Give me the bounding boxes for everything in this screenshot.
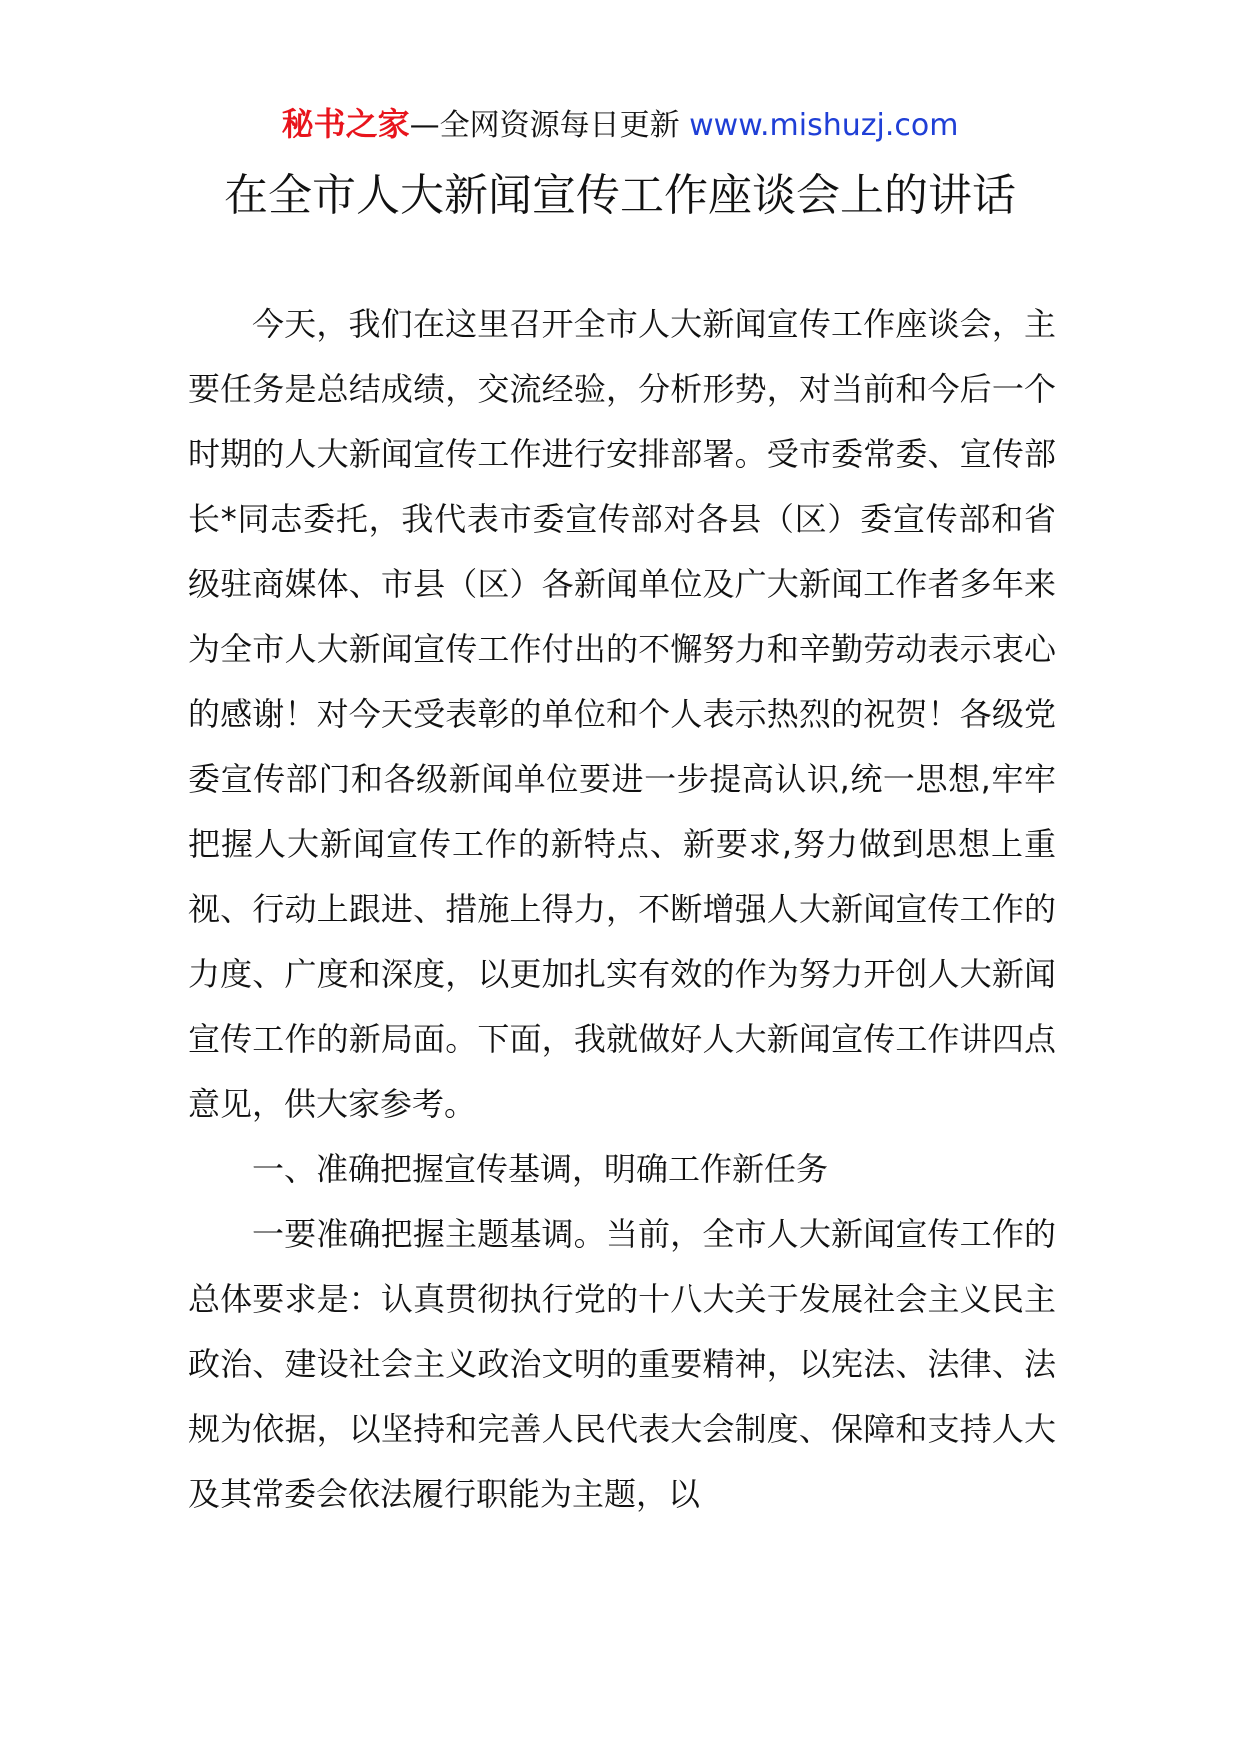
site-header bbox=[0, 102, 1240, 148]
document-body bbox=[188, 292, 1056, 1527]
site-url[interactable]: www.mishuzj.com bbox=[689, 108, 959, 143]
site-brand: 秘书之家 bbox=[281, 105, 410, 143]
paragraph-section-1: 一要准确把握主题基调。当前，全市人大新闻宣传工作的总体要求是：认真贯彻执行党的十八大关于发展社会主义民主政治、建设社会主义政治文明的重要精神，以宪法、法律、法规为依据，以坚持和完善人民代表大会制度、保障和支持人大及其常委会依法履行职能为主题，以 bbox=[188, 1215, 1056, 1513]
site-tagline: —全网资源每日更新 bbox=[409, 108, 690, 143]
paragraph-intro: 今天，我们在这里召开全市人大新闻宣传工作座谈会，主要任务是总结成绩，交流经验，分析形势，对当前和今后一个时期的人大新闻宣传工作进行安排部署。受市委常委、宣传部长*同志委托，我代表市委宣传部对各县（区）委宣传部和省级驻商媒体、市县（区）各新闻单位及广大新闻工作者多年来为全市人大新闻宣传工作付出的不懈努力和辛勤劳动表示衷心的感谢！对今天受表彰的单位和个人表示热烈的祝贺！各级党委宣传部门和各级新闻单位要进一步提高认识,统一思想,牢牢把握人大新闻宣传工作的新特点、新要求,努力做到思想上重视、行动上跟进、措施上得力，不断增强人大新闻宣传工作的力度、广度和深度，以更加扎实有效的作为努力开创人大新闻宣传工作的新局面。下面，我就做好人大新闻宣传工作讲四点意见，供大家参考。 bbox=[188, 305, 1056, 1123]
document-title: 在全市人大新闻宣传工作座谈会上的讲话 bbox=[224, 170, 1016, 221]
section-heading: 一、准确把握宣传基调，明确工作新任务 bbox=[252, 1150, 829, 1188]
